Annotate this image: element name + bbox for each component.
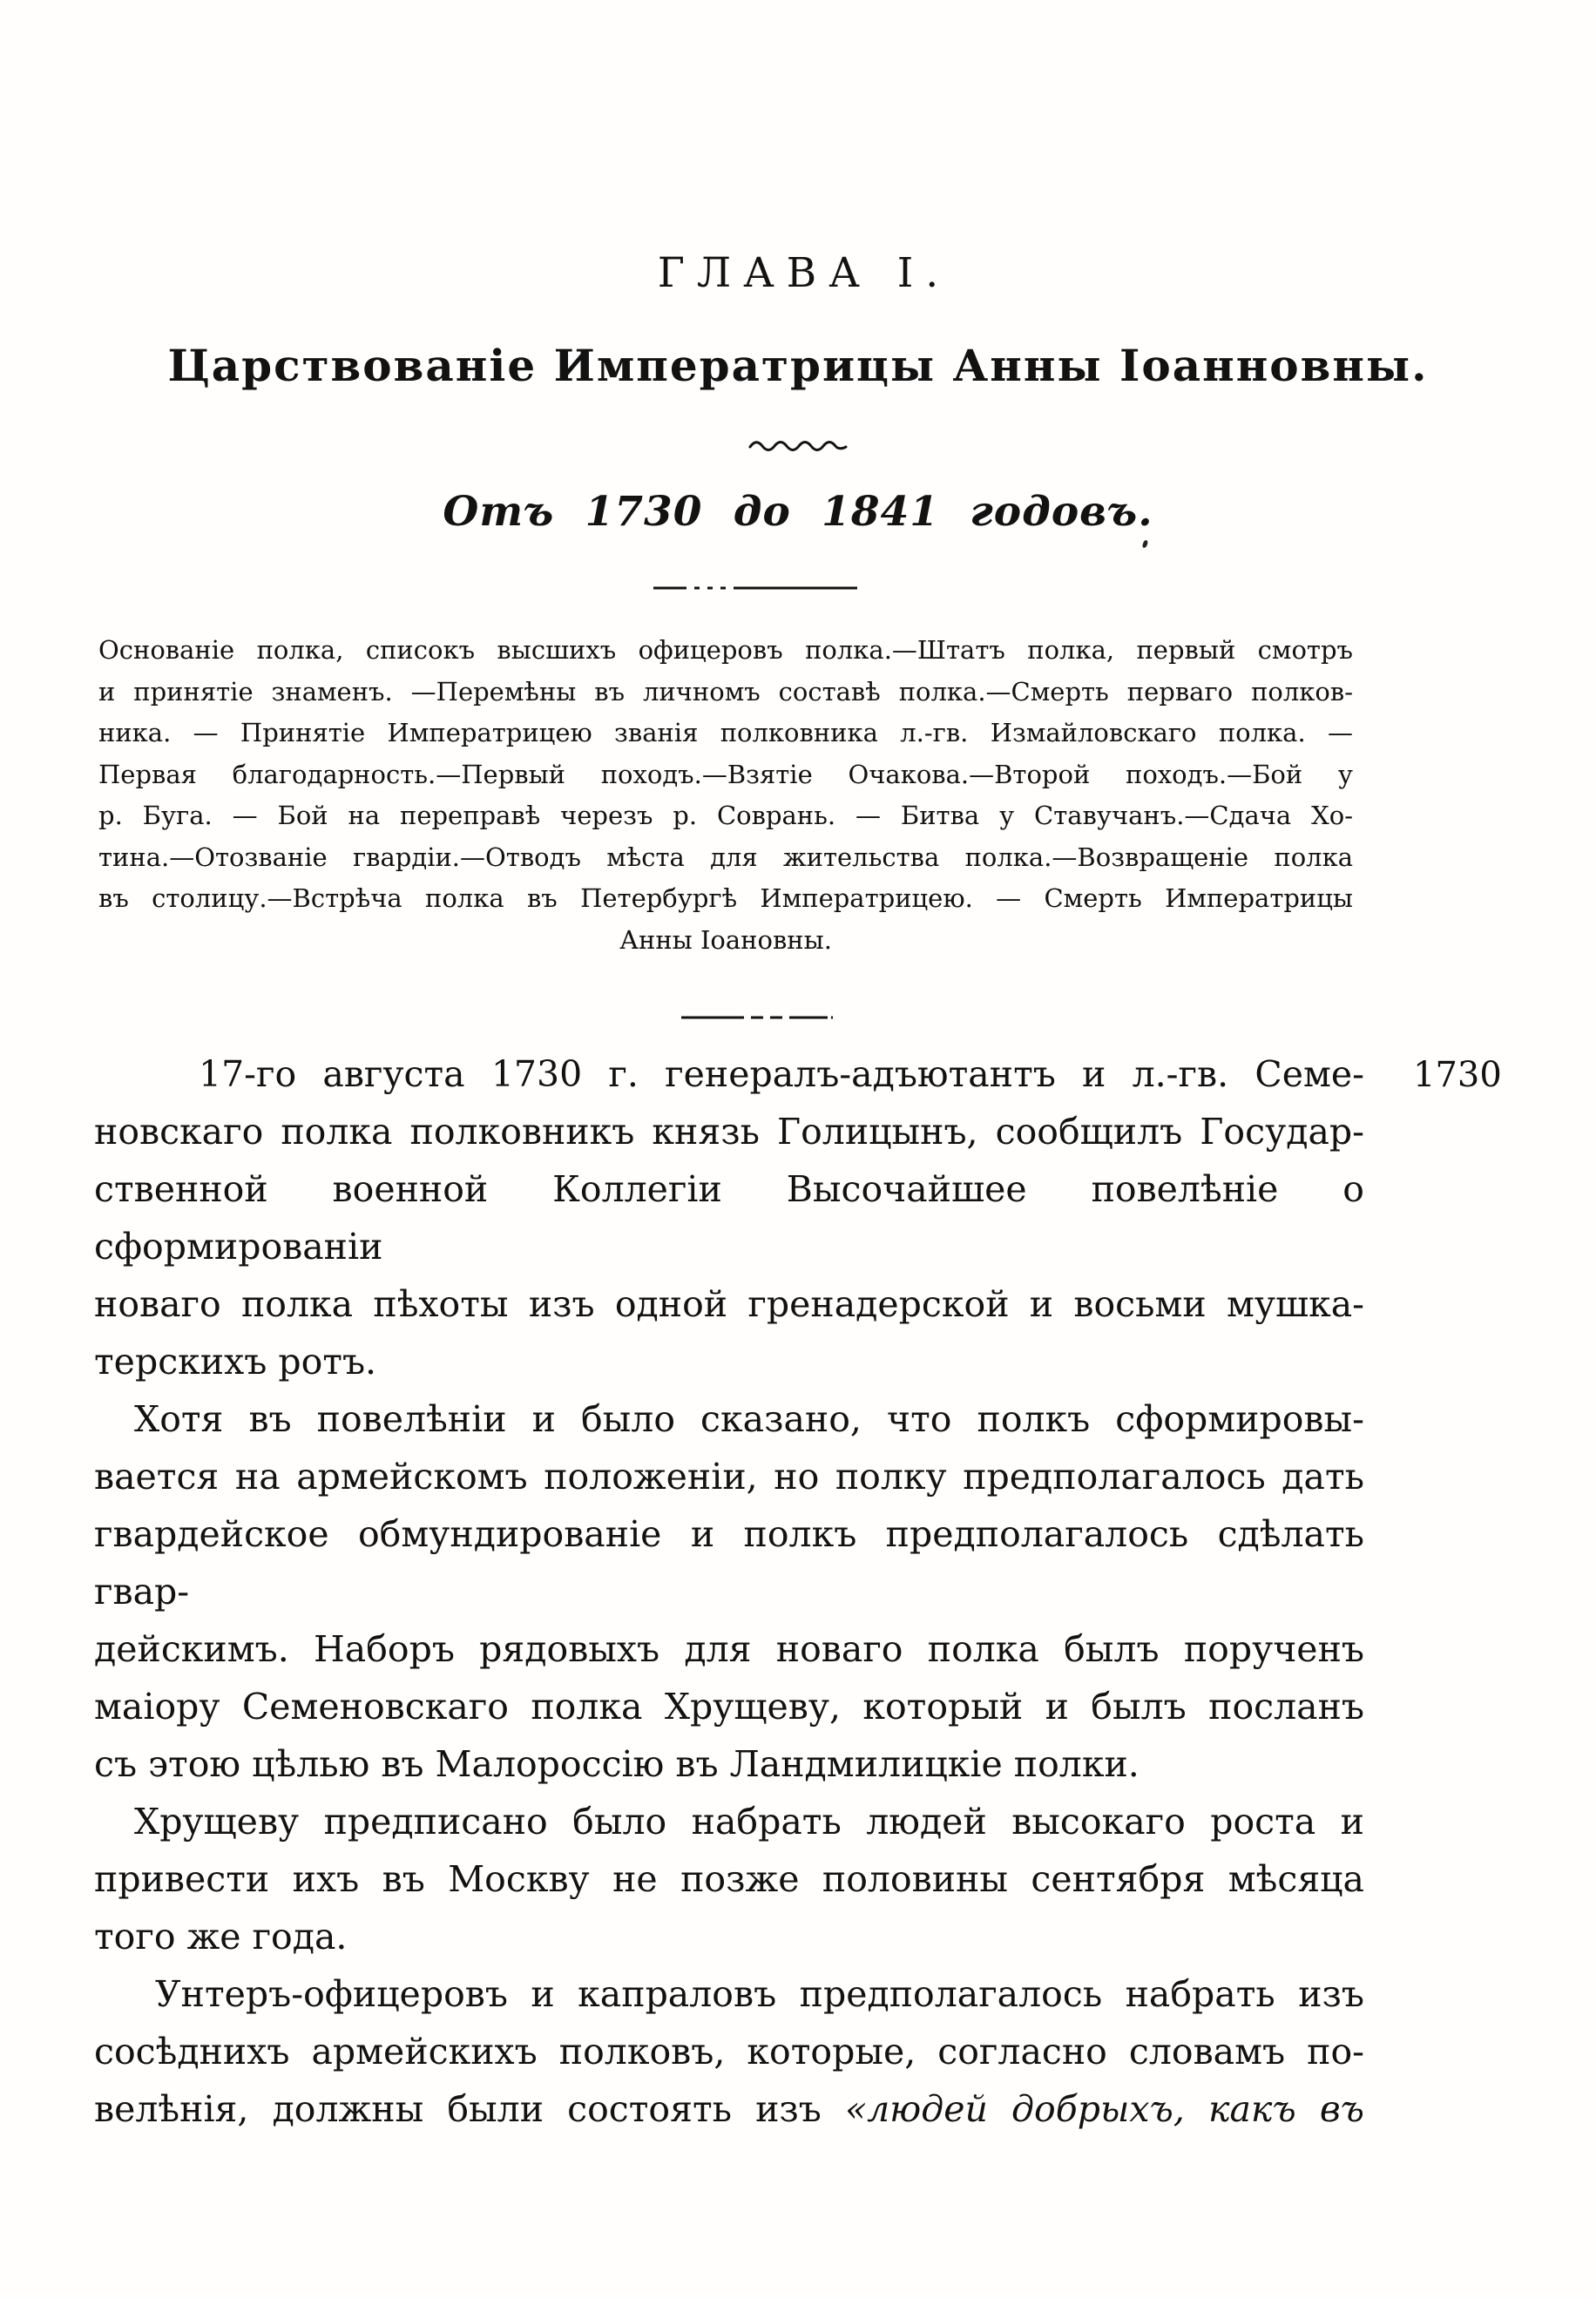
body-line: новскаго полка полковникъ князь Голицынъ, сообщилъ Государ- — [94, 1111, 1364, 1153]
summary-line: въ столицу.—Встрѣча полка въ Петербургѣ Императрицею. — Смерть Императрицы — [98, 883, 1353, 913]
ink-speck — [1142, 539, 1149, 548]
body-line: 17-го августа 1730 г. генералъ-адъютантъ и л.-гв. Семе- — [199, 1053, 1364, 1095]
body-line: съ этою цѣлью въ Малороссію въ Ландмилицкіе полки. — [94, 1743, 1140, 1785]
wavy-divider-icon — [0, 436, 1596, 454]
summary-line: и принятіе знаменъ. —Перемѣны въ личномъ составѣ полка.—Смерть перваго полков- — [98, 676, 1353, 707]
body-line: терскихъ ротъ. — [94, 1341, 377, 1383]
margin-year-note: 1730 — [1413, 1055, 1502, 1095]
summary-line-last: Анны Іоановны. — [619, 924, 832, 955]
date-range-heading: Отъ 1730 до 1841 годовъ. — [443, 488, 1153, 536]
body-line: того же года. — [94, 1916, 348, 1958]
chapter-body — [94, 1045, 1364, 2138]
body-line: вается на армейскомъ положеніи, но полку предполагалось дать — [94, 1456, 1364, 1498]
divider-rule-top — [653, 578, 857, 595]
summary-line: тина.—Отозваніе гвардіи.—Отводъ мѣста для жительства полка.—Возвращеніе полка — [98, 842, 1353, 872]
chapter-summary — [98, 630, 1353, 961]
summary-line: р. Буга. — Бой на переправѣ черезъ р. Соврань. — Битва у Ставучанъ.—Сдача Хо- — [98, 801, 1353, 830]
body-line: новаго полка пѣхоты изъ одной гренадерской и восьми мушка- — [94, 1283, 1364, 1325]
summary-line: Первая благодарность.—Первый походъ.—Взятіе Очакова.—Второй походъ.—Бой у — [98, 759, 1353, 789]
body-line: маіору Семеновскаго полка Хрущеву, который и былъ посланъ — [94, 1686, 1364, 1728]
summary-line: Основаніе полка, списокъ высшихъ офицеровъ полка.—Штатъ полка, первый смотръ — [98, 635, 1353, 665]
body-line: Хотя въ повелѣніи и было сказано, что полкъ сформировы- — [134, 1398, 1364, 1440]
body-line: ственной военной Коллегіи Высочайшее повелѣніе о сформированіи — [94, 1168, 1364, 1268]
body-line: привести ихъ въ Москву не позже половины сентября мѣсяца — [94, 1858, 1364, 1900]
chapter-title: ГЛАВА I. — [657, 249, 951, 297]
body-line: Унтеръ-офицеровъ и капраловъ предполагалось набрать изъ — [155, 1973, 1364, 2015]
body-line-with-quote — [94, 2080, 1364, 2138]
body-line: сосѣднихъ армейскихъ полковъ, которые, согласно словамъ по- — [94, 2031, 1364, 2072]
summary-line: ника. — Принятіе Императрицею званія полковника л.-гв. Измайловскаго полка. — — [98, 718, 1353, 747]
body-line: дейскимъ. Наборъ рядовыхъ для новаго полка былъ порученъ — [94, 1628, 1364, 1670]
body-line: гвардейское обмундированіе и полкъ предполагалось сдѣлать гвар- — [94, 1513, 1364, 1613]
chapter-subtitle: Царствованіе Императрицы Анны Іоанновны. — [167, 340, 1429, 391]
body-line-regular-part: велѣнія, должны были состоять изъ — [94, 2088, 845, 2130]
divider-rule-mid — [681, 1008, 833, 1024]
body-line: Хрущеву предписано было набрать людей высокаго роста и — [134, 1801, 1364, 1843]
quote-italic-part: «людей добрыхъ, какъ въ — [844, 2088, 1365, 2130]
